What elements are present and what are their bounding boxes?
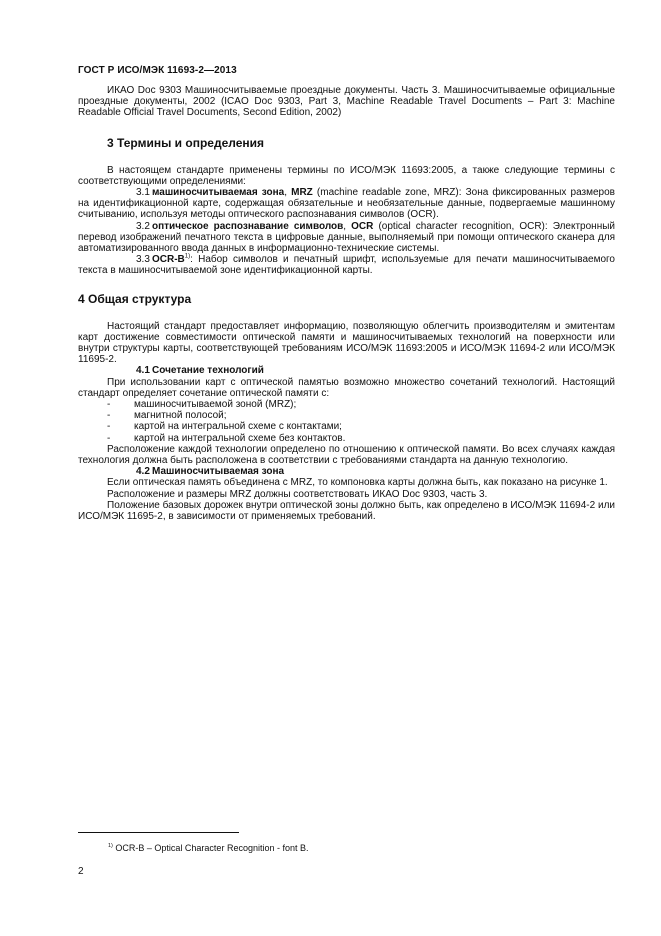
list-item: - картой на интегральной схеме с контактами; [107,421,342,433]
footnote-mark: 1) [108,843,113,849]
footnote-separator [78,832,239,833]
term-3-2-definition: (optical character recognition, OCR): Электронный перевод изображений печатного текста в цифровые данные, выполняемый при помощи оптического сканера для автоматизированного ввода данных в информационно-технические системы. [78,220,615,255]
term-3-3 [78,254,615,276]
term-3-2-abbr: OCR [351,220,374,232]
term-3-1-number: 3.1 [136,187,150,199]
section-4-intro: Настоящий стандарт предоставляет информацию, позволяющую облегчить производителям и эмитентам карт достижение совместимости оптической памяти и машиносчитываемых технологий на поверхности или внутри структуры карты, соответствующей требованиям ИСО/МЭК 11693:2005 и ИСО/МЭК 11694-2 или ИСО/МЭК 11695-2. [78,320,615,366]
subsection-4-1-paragraph-1: При использовании карт с оптической памятью возможно множество сочетаний технологий. Настоящий стандарт определяет сочетание оптической памяти с: [78,376,615,399]
subsection-4-1-number: 4.1 [136,365,150,377]
subsection-4-1-heading [78,365,615,376]
term-3-1-abbr: MRZ [291,187,313,199]
section-3-heading: 3 Термины и определения [107,135,265,150]
list-dash: - [107,410,111,422]
term-3-1-term: машиносчитываемая зона [152,187,285,199]
subsection-4-2-heading [78,466,615,477]
subsection-4-2-paragraph-3: Положение базовых дорожек внутри оптической зоны должно быть, как определено в ИСО/МЭК 11694-2 или ИСО/МЭК 11695-2, в зависимости от применяемых требований. [78,499,615,523]
subsection-4-2-paragraph-1: Если оптическая память объединена с MRZ, то компоновка карты должна быть, как показано на рисунке 1. [107,477,608,489]
document-header: ГОСТ Р ИСО/МЭК 11693-2—2013 [78,65,237,76]
subsection-4-2-number: 4.2 [136,466,150,478]
term-3-2-number: 3.2 [136,220,150,232]
section-3-intro: В настоящем стандарте применены термины по ИСО/МЭК 11693:2005, а также следующие термины с соответствующими определениями: [78,164,615,187]
subsection-4-2-title: Машиносчитываемая зона [152,466,285,478]
list-item: - картой на интегральной схеме без контактов. [107,432,346,444]
footnote [108,843,308,853]
term-3-1-definition: (machine readable zone, MRZ): Зона фиксированных размеров на идентификационной карте, содержащая обязательные и необязательные данные, подвергаемые машинному считыванию, используя методы оптического распознавания символов (OCR). [78,187,615,221]
term-3-2: 3.2 оптическое распознавание символов, OCR (optical character recognition, OCR): Электронный перевод изображений печатного текста в цифровые данные, выполняемый при помощи оптического сканера для автоматизированного ввода данных в информационно-технические системы. [78,220,615,255]
list-item: - магнитной полосой; [107,410,227,422]
document-body [78,85,615,522]
page-number: 2 [78,866,84,877]
term-3-3-definition: : Набор символов и печатный шрифт, используемые для печати машиносчитываемого текста в машиносчитываемой зоне идентификационной карты. [78,254,615,277]
technology-list [78,399,615,444]
term-3-1: 3.1 машиносчитываемая зона, MRZ (machine readable zone, MRZ): Зона фиксированных размеров на идентификационной карте, содержащая обязательные и необязательные данные, подвергаемые машинному считыванию, используя методы оптического распознавания символов (OCR). [78,187,615,221]
list-dash: - [107,432,111,444]
term-3-3-term: OCR-B [152,254,185,266]
term-3-3-number: 3.3 [136,254,150,266]
list-dash: - [107,399,111,411]
footnote-ref[interactable]: 1) [184,253,191,260]
subsection-4-2-paragraph-2: Расположение и размеры MRZ должны соответствовать ИКАО Doc 9303, часть 3. [107,488,488,500]
section-4-heading: 4 Общая структура [78,291,192,306]
subsection-4-1-paragraph-2: Расположение каждой технологии определено по отношению к оптической памяти. Во всех случаях каждая технология должна быть расположена в соответствии с требованиями стандарта на данную технологию. [78,443,615,467]
reference-icao: ИКАО Doc 9303 Машиносчитываемые проездные документы. Часть 3. Машиносчитываемые официальные проездные документы, 2002 (ICAO Doc 9303, Part 3, Machine Readable Travel Documents – Part 3: Machine Readable Official Travel Documents, Second Edition, 2002) [78,85,615,119]
subsection-4-1-title: Сочетание технологий [152,365,264,377]
term-3-2-term: оптическое распознавание символов [152,220,344,232]
list-dash: - [107,421,111,433]
footnote-text: OCR-B – Optical Character Recognition - font B. [115,843,309,853]
list-item: - машиносчитываемой зоной (MRZ); [107,399,297,411]
